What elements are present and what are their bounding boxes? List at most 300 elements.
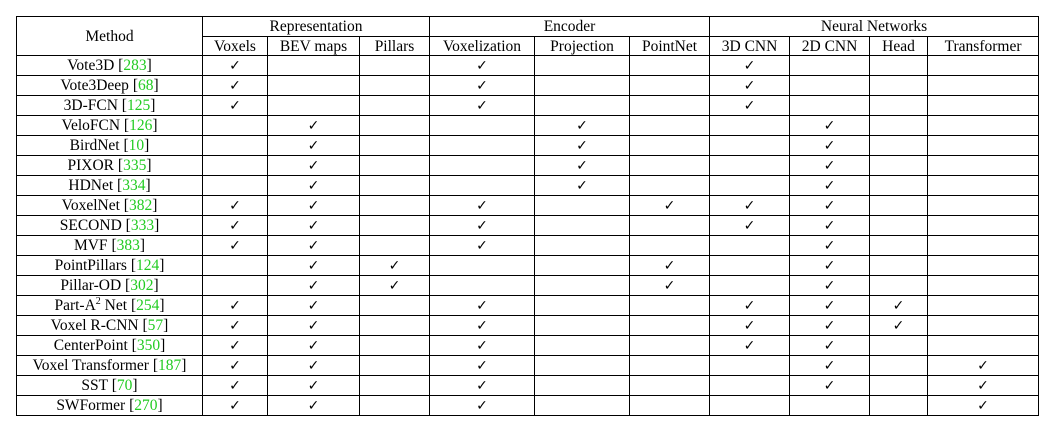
check-cell bbox=[268, 236, 360, 256]
check-mark-icon: ✓ bbox=[307, 217, 320, 234]
check-cell bbox=[710, 216, 790, 236]
check-mark-icon: ✓ bbox=[823, 377, 836, 394]
method-cell: MVF [383] bbox=[17, 236, 203, 256]
check-cell bbox=[790, 76, 870, 96]
check-cell bbox=[630, 236, 710, 256]
method-name: Vote3Deep bbox=[60, 77, 129, 94]
check-cell bbox=[928, 176, 1039, 196]
method-name: SECOND bbox=[59, 217, 122, 234]
check-cell bbox=[928, 136, 1039, 156]
check-cell bbox=[790, 376, 870, 396]
check-cell bbox=[630, 376, 710, 396]
citation-link[interactable]: 302 bbox=[130, 277, 154, 294]
check-cell bbox=[630, 296, 710, 316]
column-header-transformer: Transformer bbox=[928, 37, 1039, 56]
table-row bbox=[17, 116, 1039, 136]
check-mark-icon: ✓ bbox=[307, 337, 320, 354]
group-header-row bbox=[17, 17, 1039, 37]
method-cell: Voxel R-CNN [57] bbox=[17, 316, 203, 336]
check-mark-icon: ✓ bbox=[229, 317, 241, 334]
check-cell bbox=[790, 236, 870, 256]
citation-link[interactable]: 350 bbox=[136, 337, 161, 354]
check-cell bbox=[268, 116, 360, 136]
column-header-bev-maps: BEV maps bbox=[268, 37, 360, 56]
check-mark-icon: ✓ bbox=[743, 197, 756, 214]
check-cell bbox=[360, 136, 430, 156]
check-cell bbox=[268, 396, 360, 416]
check-mark-icon: ✓ bbox=[663, 277, 676, 294]
check-cell bbox=[535, 96, 630, 116]
check-cell bbox=[630, 116, 710, 136]
check-cell bbox=[710, 116, 790, 136]
check-cell bbox=[928, 316, 1039, 336]
check-mark-icon: ✓ bbox=[307, 157, 320, 174]
table-row bbox=[17, 176, 1039, 196]
check-cell bbox=[710, 356, 790, 376]
check-cell bbox=[535, 276, 630, 296]
check-cell bbox=[430, 316, 535, 336]
check-cell bbox=[790, 256, 870, 276]
check-cell bbox=[870, 196, 928, 216]
check-cell bbox=[928, 196, 1039, 216]
check-cell bbox=[870, 396, 928, 416]
check-mark-icon: ✓ bbox=[823, 297, 836, 314]
check-cell bbox=[710, 96, 790, 116]
check-cell bbox=[535, 396, 630, 416]
check-cell bbox=[203, 236, 268, 256]
check-cell bbox=[268, 316, 360, 336]
check-cell bbox=[430, 116, 535, 136]
check-cell bbox=[430, 336, 535, 356]
method-cell: Vote3D [283] bbox=[17, 56, 203, 76]
check-cell bbox=[360, 236, 430, 256]
check-cell bbox=[268, 256, 360, 276]
method-name-suffix: Net bbox=[100, 297, 128, 314]
check-cell bbox=[790, 96, 870, 116]
check-mark-icon: ✓ bbox=[743, 77, 756, 94]
check-cell bbox=[790, 276, 870, 296]
check-mark-icon: ✓ bbox=[823, 197, 836, 214]
check-cell bbox=[630, 256, 710, 276]
method-name: PointPillars bbox=[54, 257, 127, 274]
citation-link[interactable]: 333 bbox=[130, 217, 155, 234]
check-cell bbox=[268, 296, 360, 316]
check-mark-icon: ✓ bbox=[307, 137, 320, 154]
check-cell bbox=[928, 236, 1039, 256]
check-cell bbox=[870, 56, 928, 76]
check-mark-icon: ✓ bbox=[892, 317, 905, 334]
check-cell bbox=[630, 356, 710, 376]
check-cell bbox=[203, 356, 268, 376]
method-name-superscript: 2 bbox=[95, 295, 101, 307]
citation-link[interactable]: 124 bbox=[135, 257, 160, 274]
check-mark-icon: ✓ bbox=[823, 357, 836, 374]
check-cell bbox=[430, 296, 535, 316]
check-cell bbox=[203, 136, 268, 156]
check-cell bbox=[203, 376, 268, 396]
check-mark-icon: ✓ bbox=[743, 217, 756, 234]
check-cell bbox=[928, 336, 1039, 356]
method-cell: PointPillars [124] bbox=[17, 256, 203, 276]
table-row bbox=[17, 236, 1039, 256]
method-cell: 3D-FCN [125] bbox=[17, 96, 203, 116]
check-cell bbox=[790, 356, 870, 376]
method-cell: Vote3Deep [68] bbox=[17, 76, 203, 96]
check-cell bbox=[870, 256, 928, 276]
method-header: Method bbox=[17, 17, 203, 56]
check-cell bbox=[928, 376, 1039, 396]
check-cell bbox=[630, 216, 710, 236]
method-cell: PIXOR [335] bbox=[17, 156, 203, 176]
check-cell bbox=[268, 176, 360, 196]
check-cell bbox=[360, 116, 430, 136]
check-cell bbox=[430, 256, 535, 276]
check-mark-icon: ✓ bbox=[476, 317, 488, 334]
check-cell bbox=[268, 76, 360, 96]
citation-link[interactable]: 270 bbox=[134, 397, 158, 414]
check-cell bbox=[203, 56, 268, 76]
method-name: SWFormer bbox=[56, 397, 126, 414]
check-cell bbox=[928, 216, 1039, 236]
check-cell bbox=[203, 76, 268, 96]
check-mark-icon: ✓ bbox=[823, 217, 836, 234]
method-name: Voxel Transformer bbox=[32, 357, 149, 374]
check-cell bbox=[430, 356, 535, 376]
check-mark-icon: ✓ bbox=[229, 297, 241, 314]
check-mark-icon: ✓ bbox=[476, 357, 488, 374]
table-row bbox=[17, 336, 1039, 356]
check-mark-icon: ✓ bbox=[229, 397, 241, 414]
method-cell: CenterPoint [350] bbox=[17, 336, 203, 356]
check-cell bbox=[790, 296, 870, 316]
check-mark-icon: ✓ bbox=[307, 177, 320, 194]
check-cell bbox=[870, 116, 928, 136]
check-cell bbox=[535, 136, 630, 156]
method-name: HDNet bbox=[68, 177, 114, 194]
table-row bbox=[17, 56, 1039, 76]
check-cell bbox=[928, 156, 1039, 176]
check-cell bbox=[710, 136, 790, 156]
check-cell bbox=[268, 356, 360, 376]
column-header-pillars: Pillars bbox=[360, 37, 430, 56]
check-cell bbox=[203, 256, 268, 276]
table-row bbox=[17, 296, 1039, 316]
method-cell: BirdNet [10] bbox=[17, 136, 203, 156]
check-cell bbox=[710, 376, 790, 396]
check-cell bbox=[710, 336, 790, 356]
check-mark-icon: ✓ bbox=[576, 157, 588, 174]
check-cell bbox=[360, 56, 430, 76]
check-cell bbox=[430, 156, 535, 176]
citation-link[interactable]: 383 bbox=[116, 237, 140, 254]
table-row bbox=[17, 196, 1039, 216]
column-header-projection: Projection bbox=[535, 37, 630, 56]
table-header bbox=[17, 17, 1039, 56]
check-cell bbox=[928, 76, 1039, 96]
check-cell bbox=[360, 256, 430, 276]
check-cell bbox=[203, 116, 268, 136]
check-cell bbox=[928, 256, 1039, 276]
group-header-neural-networks: Neural Networks bbox=[710, 17, 1039, 37]
check-cell bbox=[870, 356, 928, 376]
check-cell bbox=[535, 176, 630, 196]
citation-link[interactable]: 187 bbox=[158, 357, 182, 374]
check-cell bbox=[630, 136, 710, 156]
check-mark-icon: ✓ bbox=[476, 397, 488, 414]
check-cell bbox=[430, 176, 535, 196]
check-cell bbox=[710, 396, 790, 416]
table-row bbox=[17, 356, 1039, 376]
check-cell bbox=[268, 216, 360, 236]
check-cell bbox=[268, 336, 360, 356]
check-cell bbox=[430, 376, 535, 396]
check-cell bbox=[268, 136, 360, 156]
check-cell bbox=[630, 76, 710, 96]
column-header-pointnet: PointNet bbox=[630, 37, 710, 56]
check-cell bbox=[710, 236, 790, 256]
check-mark-icon: ✓ bbox=[229, 77, 241, 94]
check-mark-icon: ✓ bbox=[307, 397, 320, 414]
check-cell bbox=[870, 176, 928, 196]
citation-link[interactable]: 68 bbox=[137, 77, 154, 94]
check-cell bbox=[430, 396, 535, 416]
citation-link[interactable]: 10 bbox=[128, 137, 145, 154]
column-header-head: Head bbox=[870, 37, 928, 56]
check-mark-icon: ✓ bbox=[977, 377, 989, 394]
method-name: 3D-FCN bbox=[63, 97, 118, 114]
check-cell bbox=[790, 316, 870, 336]
check-cell bbox=[928, 296, 1039, 316]
citation-link[interactable]: 125 bbox=[126, 97, 151, 114]
check-mark-icon: ✓ bbox=[229, 357, 241, 374]
check-mark-icon: ✓ bbox=[476, 197, 488, 214]
check-cell bbox=[535, 236, 630, 256]
check-mark-icon: ✓ bbox=[229, 217, 241, 234]
check-cell bbox=[870, 96, 928, 116]
check-cell bbox=[535, 216, 630, 236]
citation-link[interactable]: 283 bbox=[123, 57, 147, 74]
check-mark-icon: ✓ bbox=[476, 237, 488, 254]
check-cell bbox=[360, 316, 430, 336]
check-mark-icon: ✓ bbox=[743, 337, 756, 354]
citation-link[interactable]: 126 bbox=[129, 117, 153, 134]
check-cell bbox=[268, 96, 360, 116]
check-cell bbox=[630, 176, 710, 196]
check-cell bbox=[430, 196, 535, 216]
method-name: MVF bbox=[73, 237, 108, 254]
check-cell bbox=[360, 96, 430, 116]
check-mark-icon: ✓ bbox=[892, 297, 905, 314]
check-mark-icon: ✓ bbox=[307, 197, 320, 214]
check-mark-icon: ✓ bbox=[823, 277, 836, 294]
method-cell: SECOND [333] bbox=[17, 216, 203, 236]
table-row bbox=[17, 256, 1039, 276]
check-cell bbox=[630, 316, 710, 336]
check-cell bbox=[268, 196, 360, 216]
column-header-voxels: Voxels bbox=[203, 37, 268, 56]
check-cell bbox=[710, 76, 790, 96]
check-mark-icon: ✓ bbox=[476, 337, 488, 354]
check-cell bbox=[928, 96, 1039, 116]
check-cell bbox=[870, 296, 928, 316]
check-cell bbox=[360, 196, 430, 216]
check-cell bbox=[268, 56, 360, 76]
check-mark-icon: ✓ bbox=[229, 377, 241, 394]
check-mark-icon: ✓ bbox=[743, 97, 756, 114]
check-mark-icon: ✓ bbox=[307, 357, 320, 374]
check-cell bbox=[360, 156, 430, 176]
check-mark-icon: ✓ bbox=[388, 257, 401, 274]
check-mark-icon: ✓ bbox=[476, 297, 488, 314]
check-cell bbox=[790, 156, 870, 176]
method-name: Pillar-OD bbox=[60, 277, 122, 294]
check-mark-icon: ✓ bbox=[229, 337, 241, 354]
method-cell: HDNet [334] bbox=[17, 176, 203, 196]
check-cell bbox=[790, 396, 870, 416]
check-cell bbox=[430, 56, 535, 76]
check-mark-icon: ✓ bbox=[663, 257, 676, 274]
check-cell bbox=[710, 56, 790, 76]
citation-link[interactable]: 334 bbox=[122, 177, 146, 194]
check-cell bbox=[630, 156, 710, 176]
table-row bbox=[17, 96, 1039, 116]
check-cell bbox=[268, 276, 360, 296]
check-mark-icon: ✓ bbox=[576, 177, 588, 194]
method-name: Part-A bbox=[54, 297, 96, 314]
check-cell bbox=[535, 336, 630, 356]
check-cell bbox=[268, 376, 360, 396]
check-cell bbox=[360, 76, 430, 96]
check-mark-icon: ✓ bbox=[476, 97, 488, 114]
table-row bbox=[17, 136, 1039, 156]
check-mark-icon: ✓ bbox=[476, 377, 488, 394]
check-cell bbox=[928, 396, 1039, 416]
check-cell bbox=[203, 96, 268, 116]
method-name: SST bbox=[81, 377, 108, 394]
citation-link[interactable]: 57 bbox=[147, 317, 164, 334]
check-cell bbox=[790, 176, 870, 196]
check-cell bbox=[360, 336, 430, 356]
check-cell bbox=[710, 256, 790, 276]
check-mark-icon: ✓ bbox=[307, 297, 320, 314]
check-cell bbox=[630, 276, 710, 296]
check-mark-icon: ✓ bbox=[823, 337, 836, 354]
check-cell bbox=[268, 156, 360, 176]
check-cell bbox=[710, 276, 790, 296]
check-cell bbox=[430, 236, 535, 256]
check-mark-icon: ✓ bbox=[229, 57, 241, 74]
table-row bbox=[17, 76, 1039, 96]
check-mark-icon: ✓ bbox=[743, 57, 756, 74]
check-cell bbox=[203, 156, 268, 176]
check-cell bbox=[360, 276, 430, 296]
table-row bbox=[17, 276, 1039, 296]
check-cell bbox=[535, 156, 630, 176]
check-mark-icon: ✓ bbox=[307, 317, 320, 334]
method-cell: VeloFCN [126] bbox=[17, 116, 203, 136]
check-mark-icon: ✓ bbox=[576, 137, 588, 154]
check-cell bbox=[203, 396, 268, 416]
check-mark-icon: ✓ bbox=[823, 157, 836, 174]
check-cell bbox=[710, 316, 790, 336]
table-body bbox=[17, 56, 1039, 416]
method-name: PIXOR bbox=[67, 157, 115, 174]
check-mark-icon: ✓ bbox=[307, 277, 320, 294]
check-cell bbox=[710, 176, 790, 196]
table-row bbox=[17, 216, 1039, 236]
check-cell bbox=[928, 356, 1039, 376]
check-cell bbox=[870, 216, 928, 236]
column-header-3d-cnn: 3D CNN bbox=[710, 37, 790, 56]
check-cell bbox=[203, 296, 268, 316]
check-mark-icon: ✓ bbox=[229, 237, 241, 254]
check-cell bbox=[203, 316, 268, 336]
group-header-encoder: Encoder bbox=[430, 17, 710, 37]
check-cell bbox=[928, 56, 1039, 76]
check-cell bbox=[870, 316, 928, 336]
check-mark-icon: ✓ bbox=[823, 237, 836, 254]
check-cell bbox=[790, 336, 870, 356]
citation-link[interactable]: 254 bbox=[136, 297, 160, 314]
method-cell: VoxelNet [382] bbox=[17, 196, 203, 216]
check-mark-icon: ✓ bbox=[307, 377, 320, 394]
check-cell bbox=[430, 216, 535, 236]
check-mark-icon: ✓ bbox=[823, 317, 836, 334]
table-row bbox=[17, 376, 1039, 396]
check-cell bbox=[203, 336, 268, 356]
table-row bbox=[17, 316, 1039, 336]
check-cell bbox=[360, 296, 430, 316]
check-cell bbox=[790, 116, 870, 136]
check-cell bbox=[360, 356, 430, 376]
method-name: Voxel R-CNN bbox=[50, 317, 139, 334]
check-mark-icon: ✓ bbox=[743, 317, 756, 334]
group-header-representation: Representation bbox=[203, 17, 430, 37]
citation-link[interactable]: 335 bbox=[123, 157, 147, 174]
check-cell bbox=[790, 216, 870, 236]
check-mark-icon: ✓ bbox=[388, 277, 401, 294]
check-mark-icon: ✓ bbox=[476, 57, 488, 74]
check-cell bbox=[430, 276, 535, 296]
check-cell bbox=[630, 56, 710, 76]
citation-link[interactable]: 70 bbox=[116, 377, 133, 394]
check-mark-icon: ✓ bbox=[229, 197, 241, 214]
check-cell bbox=[535, 296, 630, 316]
check-cell bbox=[790, 56, 870, 76]
check-cell bbox=[535, 196, 630, 216]
check-cell bbox=[203, 276, 268, 296]
check-cell bbox=[928, 116, 1039, 136]
method-cell: Voxel Transformer [187] bbox=[17, 356, 203, 376]
check-cell bbox=[360, 396, 430, 416]
check-cell bbox=[710, 156, 790, 176]
check-cell bbox=[870, 376, 928, 396]
check-mark-icon: ✓ bbox=[229, 97, 241, 114]
check-cell bbox=[430, 136, 535, 156]
check-mark-icon: ✓ bbox=[476, 217, 488, 234]
check-cell bbox=[203, 216, 268, 236]
method-name: VoxelNet bbox=[61, 197, 120, 214]
check-cell bbox=[360, 176, 430, 196]
comparison-table bbox=[16, 16, 1039, 416]
method-name: BirdNet bbox=[69, 137, 120, 154]
check-cell bbox=[928, 276, 1039, 296]
check-mark-icon: ✓ bbox=[663, 197, 676, 214]
method-cell: SWFormer [270] bbox=[17, 396, 203, 416]
check-cell bbox=[870, 136, 928, 156]
check-mark-icon: ✓ bbox=[977, 397, 989, 414]
citation-link[interactable]: 382 bbox=[128, 197, 153, 214]
